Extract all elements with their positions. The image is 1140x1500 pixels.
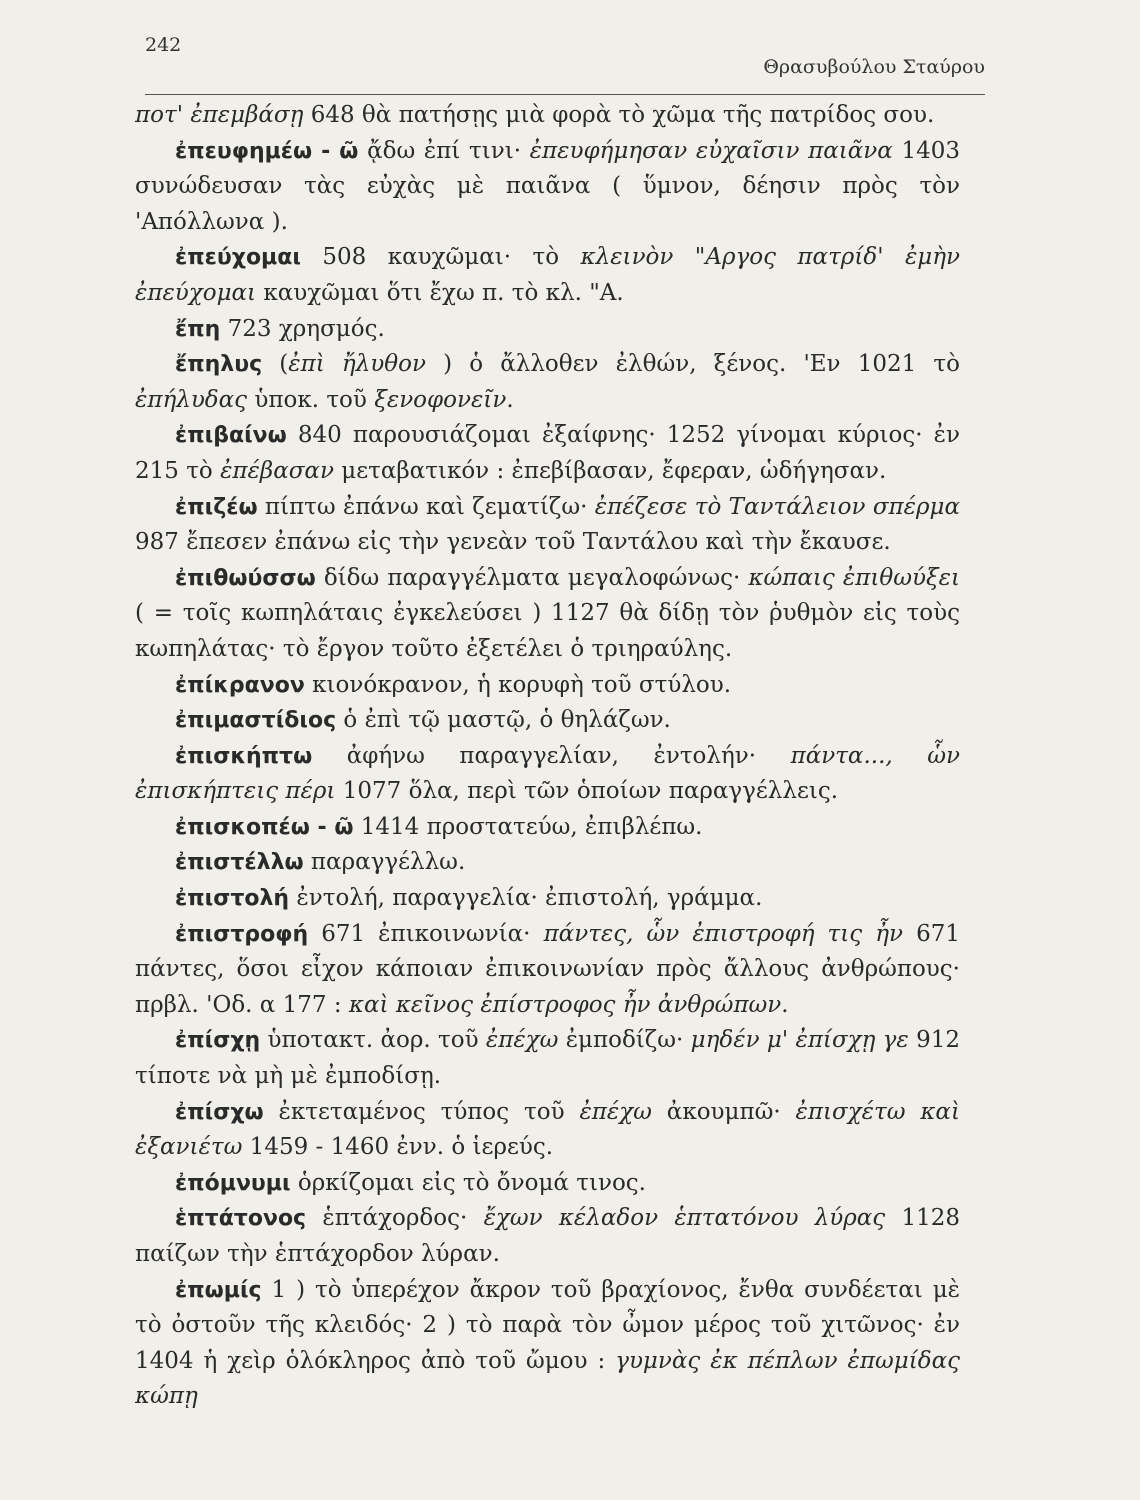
definition-text: 987 ἔπεσεν ἐπάνω εἰς τὴν γενεὰν τοῦ Ταντάλου καὶ τὴν ἔκαυσε.	[135, 529, 891, 556]
definition-text: καυχῶμαι ὅτι ἔχω π. τὸ κλ. "Α.	[256, 279, 624, 306]
quotation: ἐπευφήμησαν εὐχαῖσιν παιᾶνα	[529, 137, 893, 164]
glossary-entry	[135, 703, 960, 739]
definition-text: 1403 συνώδευσαν τὰς εὐχὰς μὲ παιᾶνα ( ὕμνον, δέησιν πρὸς τὸν 'Απόλλωνα ).	[135, 137, 960, 235]
definition-text: 508 καυχῶμαι· τὸ	[300, 244, 581, 271]
headword: ἐπισκήπτω	[175, 743, 313, 769]
definition-text: ᾄδω ἐπί τινι·	[358, 137, 530, 164]
quotation: ποτ' ἐπεμβάσῃ	[135, 102, 304, 128]
glossary-entry	[135, 881, 960, 917]
headword: ἐπωμίς	[175, 1277, 262, 1303]
definition-text: μεταβατικόν : ἐπεβίβασαν, ἔφεραν, ὡδήγησαν.	[333, 457, 887, 484]
headword: ἐπεύχομαι	[175, 245, 301, 271]
quotation: ἐπέβασαν	[220, 457, 334, 484]
glossary-entry	[135, 668, 960, 704]
quotation: καὶ κεῖνος ἐπίστροφος ἦν ἀνθρώπων	[348, 991, 782, 1018]
glossary-entry	[135, 240, 960, 311]
definition-text: ὁ ἐπὶ τῷ μαστῷ, ὁ θηλάζων.	[336, 707, 671, 734]
headword: ἐπιστροφή	[175, 921, 309, 947]
quotation: μηδέν μ' ἐπίσχῃ γε	[690, 1027, 909, 1054]
definition-text: 1459 - 1460 ἐνν. ὁ ἱερεύς.	[242, 1134, 554, 1161]
glossary-entry	[135, 739, 960, 810]
entry-continuation	[135, 98, 960, 134]
headword: ἐπιμαστίδιος	[175, 708, 337, 734]
definition-text: .	[781, 991, 789, 1018]
definition-text: .	[506, 386, 514, 413]
definition-text: ὁρκίζομαι εἰς τὸ ὄνομά τινος.	[290, 1169, 646, 1196]
headword: ἐπιβαίνω	[175, 423, 287, 449]
quotation: ἐπέχω	[485, 1027, 559, 1054]
definition-text: 1414 προστατεύω, ἐπιβλέπω.	[353, 813, 703, 840]
quotation: πάντα..., ὧν ἐπισκήπτεις πέρι	[135, 742, 960, 805]
glossary-entry	[135, 312, 960, 348]
headword: ἐπευφημέω - ῶ	[175, 138, 359, 164]
definition-text: δίδω παραγγέλματα μεγαλοφώνως·	[315, 564, 749, 591]
headword: ἑπτάτονος	[175, 1206, 307, 1232]
quotation: κλεινὸν "Αργος πατρίδ' ἐμὴν ἐπεύχομαι	[135, 244, 960, 306]
definition-text: ὑποτακτ. ἀορ. τοῦ	[260, 1027, 486, 1054]
definition-text: ἐμποδίζω·	[558, 1027, 691, 1054]
quotation: ἐπέχω	[579, 1098, 652, 1125]
definition-text: κιονόκρανον, ἡ κορυφὴ τοῦ στύλου.	[304, 671, 732, 698]
definition-text: 723 χρησμός.	[220, 315, 385, 342]
glossary-entry	[135, 561, 960, 668]
glossary-entry	[135, 134, 960, 241]
headword: ἐπιζέω	[175, 494, 258, 520]
definition-text: 671 πάντες, ὅσοι εἶχον κάποιαν ἐπικοινωνίαν πρὸς ἄλλους ἀνθρώπους· πρβλ. 'Οδ. α 177 :	[135, 920, 960, 1018]
definition-text: ( = τοῖς κωπηλάταις ἐγκελεύσει ) 1127 θὰ δίδῃ τὸν ῥυθμὸν εἰς τοὺς κωπηλάτας· τὸ ἔργον τοῦτο ἐξετέλει ὁ τριηραύλης.	[135, 600, 960, 662]
definition-text: ἑπτάχορδος·	[306, 1205, 484, 1232]
headword: ἐπόμνυμι	[175, 1170, 291, 1196]
quotation: ἐπέζεσε τὸ Ταντάλειον σπέρμα	[594, 493, 960, 520]
headword: ἐπίσχω	[175, 1099, 264, 1125]
glossary-entry	[135, 1166, 960, 1202]
definition-text: ἐντολή, παραγγελία· ἐπιστολή, γράμμα.	[289, 885, 763, 912]
definition-text: 1 ) τὸ ὑπερέχον ἄκρον τοῦ βραχίονος, ἔνθα συνδέεται μὲ τὸ ὀστοῦν τῆς κλειδός· 2 ) τὸ παρὰ τὸν ὦμον μέρος τοῦ χιτῶνος· ἐν 1404 ἡ χεὶρ ὁλόκληρος ἀπὸ τοῦ ὤμου :	[135, 1276, 960, 1374]
quotation: ἐπήλυδας	[135, 386, 248, 413]
definition-text: ὑποκ. τοῦ	[247, 386, 375, 413]
quotation: ἔχων κέλαδον ἑπτατόνου λύρας	[483, 1205, 886, 1232]
headword: ἔπηλυς	[175, 352, 263, 378]
running-head: Θρασυβούλου Σταύρου	[763, 56, 985, 78]
definition-text: πίπτω ἐπάνω καὶ ζεματίζω·	[257, 493, 595, 520]
definition-text: 648 θὰ πατήσῃς μιὰ φορὰ τὸ χῶμα τῆς πατρίδος σου.	[303, 102, 935, 128]
definition-text: 1128 παίζων τὴν ἑπτάχορδον λύραν.	[135, 1205, 960, 1267]
glossary-entry	[135, 810, 960, 846]
quotation: κώπαις ἐπιθωύξει	[748, 564, 960, 591]
headword: ἐπιστέλλω	[175, 850, 304, 876]
glossary-entry	[135, 1095, 960, 1166]
definition-text: 912 τίποτε νὰ μὴ μὲ ἐμποδίσῃ.	[135, 1027, 960, 1090]
quotation: πάντες, ὧν ἐπιστροφή τις ἦν	[543, 920, 904, 947]
quotation: ἐπὶ ἤλυθον	[288, 351, 426, 378]
quotation: ἐπισχέτω καὶ ἐξανιέτω	[135, 1098, 960, 1161]
definition-text: ) ὁ ἄλλοθεν ἐλθών, ξένος. 'Εν 1021 τὸ	[425, 351, 960, 378]
definition-text: 840 παρουσιάζομαι ἐξαίφνης· 1252 γίνομαι κύριος· ἐν 215 τὸ	[135, 422, 960, 484]
glossary-body	[135, 98, 960, 1415]
headword: ἐπισκοπέω - ῶ	[175, 814, 354, 840]
headword: ἐπίκρανον	[175, 672, 305, 698]
headword: ἐπίσχῃ	[175, 1028, 261, 1054]
definition-text: 671 ἐπικοινωνία·	[308, 920, 544, 947]
definition-text: 1077 ὅλα, περὶ τῶν ὁποίων παραγγέλλεις.	[335, 778, 839, 805]
headword: ἐπιστολή	[175, 886, 290, 912]
definition-text: (	[262, 351, 289, 378]
glossary-entry	[135, 845, 960, 881]
glossary-entry	[135, 1201, 960, 1272]
glossary-entry	[135, 490, 960, 561]
glossary-entry	[135, 917, 960, 1024]
header-rule	[145, 94, 985, 95]
headword: ἐπιθωύσσω	[175, 565, 316, 591]
glossary-entry	[135, 1273, 960, 1415]
page-number: 242	[145, 34, 182, 56]
glossary-entry	[135, 418, 960, 489]
glossary-entry	[135, 347, 960, 418]
definition-text: ἐκτεταμένος τύπος τοῦ	[263, 1098, 580, 1125]
definition-text: παραγγέλλω.	[303, 849, 466, 876]
headword: ἔπη	[175, 316, 221, 342]
glossary-entry	[135, 1023, 960, 1094]
definition-text: ἀκουμπῶ·	[651, 1098, 796, 1125]
page-header	[145, 30, 985, 100]
quotation: ξενοφονεῖν	[374, 386, 507, 413]
quotation: γυμνὰς ἐκ πέπλων ἐπωμίδας κώπῃ	[135, 1347, 960, 1410]
definition-text: ἀφήνω παραγγελίαν, ἐντολήν·	[312, 742, 791, 769]
